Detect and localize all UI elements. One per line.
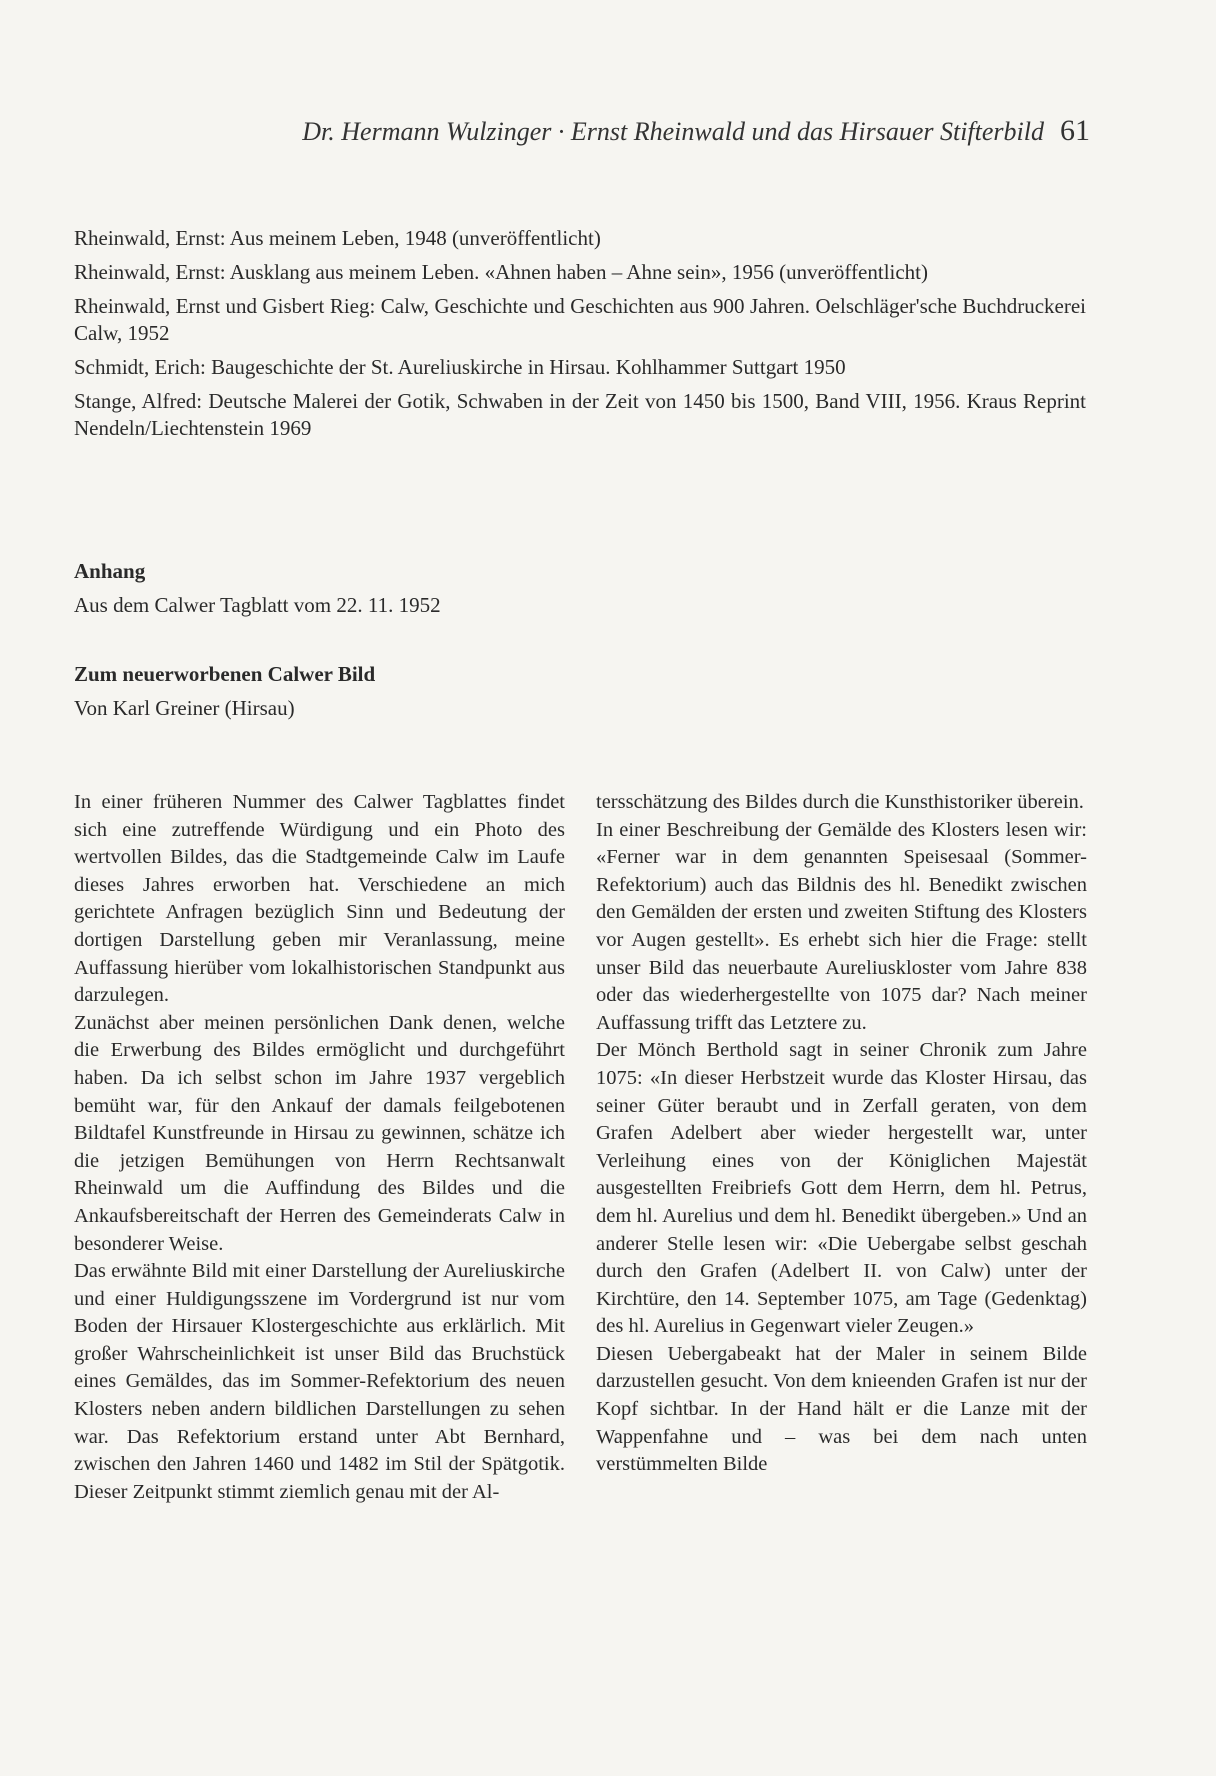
bibliography-entry: Schmidt, Erich: Baugeschichte der St. Aureliuskirche in Hirsau. Kohlhammer Suttgart 1950 bbox=[74, 355, 846, 379]
paragraph: In einer Beschreibung der Gemälde des Klosters lesen wir: «Ferner war in dem genannten Speisesaal (Sommer-Refektorium) auch das Bildnis des hl. Benedikt zwischen den Gemälden der ersten und zweiten Stiftung des Klosters vor Augen gestellt». Es erhebt sich hier die Frage: stellt unser Bild das neuerbaute Aureliuskloster vom Jahre 838 oder das wiederhergestellte von 1075 dar? Nach meiner Auffassung trifft das Letztere zu. bbox=[596, 818, 1087, 1034]
bibliography bbox=[74, 225, 1086, 449]
bibliography-entry: Rheinwald, Ernst und Gisbert Rieg: Calw, Geschichte und Geschichten aus 900 Jahren. Oelschläger'sche Buchdruckerei Calw, 1952 bbox=[74, 294, 1086, 345]
article-left-column bbox=[74, 789, 565, 1506]
article-byline: Von Karl Greiner (Hirsau) bbox=[74, 696, 295, 720]
appendix-source: Aus dem Calwer Tagblatt vom 22. 11. 1952 bbox=[74, 593, 441, 617]
running-title: Dr. Hermann Wulzinger · Ernst Rheinwald und das Hirsauer Stifterbild bbox=[302, 117, 1044, 146]
paragraph: Das erwähnte Bild mit einer Darstellung der Aureliuskirche und einer Huldigungsszene im Vordergrund ist nur vom Boden der Hirsauer Klostergeschichte aus erklärlich. Mit großer Wahrscheinlichkeit ist unser Bild das Bruchstück eines Gemäldes, das im Sommer-Refektorium des neuen Klosters neben andern bildlichen Darstellungen zu sehen war. Das Refektorium erstand unter Abt Bernhard, zwischen den Jahren 1460 und 1482 im Stil der Spätgotik. Dieser Zeitpunkt stimmt ziemlich genau mit der Al- bbox=[74, 1260, 565, 1503]
paragraph: tersschätzung des Bildes durch die Kunsthistoriker überein. bbox=[596, 791, 1084, 813]
paragraph: In einer früheren Nummer des Calwer Tagblattes findet sich eine zutreffende Würdigung und ein Photo des wertvollen Bildes, das die Stadtgemeinde Calw im Laufe dieses Jahres erworben hat. Verschiedene an mich gerichtete Anfragen bezüglich Sinn und Bedeutung der dortigen Darstellung geben mir Veranlassung, meine Auffassung hierüber vom lokalhistorischen Standpunkt aus darzulegen. bbox=[74, 791, 565, 1007]
paragraph: Diesen Uebergabeakt hat der Maler in seinem Bilde darzustellen gesucht. Von dem knieenden Grafen ist nur der Kopf sichtbar. In der Hand hält er die Lanze mit der Wappenfahne und – was bei dem nach unten verstümmelten Bilde bbox=[596, 1342, 1087, 1476]
bibliography-entry: Stange, Alfred: Deutsche Malerei der Gotik, Schwaben in der Zeit von 1450 bis 1500, Band VIII, 1956. Kraus Reprint Nendeln/Liechtenstein 1969 bbox=[74, 389, 1086, 440]
paragraph: Der Mönch Berthold sagt in seiner Chronik zum Jahre 1075: «In dieser Herbstzeit wurde das Kloster Hirsau, das seiner Güter beraubt und in Zerfall geraten, von dem Grafen Adelbert aber wieder hergestellt war, unter Verleihung eines von der Königlichen Majestät ausgestellten Freibriefs Gott dem Herrn, dem hl. Petrus, dem hl. Aurelius und dem hl. Benedikt übergeben.» Und an anderer Stelle lesen wir: «Die Uebergabe selbst geschah durch den Grafen (Adelbert II. von Calw) unter der Kirchtüre, den 14. September 1075, am Tage (Gedenktag) des hl. Aurelius in Gegenwart vieler Zeugen.» bbox=[596, 1039, 1087, 1338]
bibliography-entry: Rheinwald, Ernst: Ausklang aus meinem Leben. «Ahnen haben – Ahne sein», 1956 (unveröffentlicht) bbox=[74, 260, 929, 284]
bibliography-entry: Rheinwald, Ernst: Aus meinem Leben, 1948 (unveröffentlicht) bbox=[74, 226, 601, 250]
article-right-column bbox=[596, 789, 1087, 1479]
page-number: 61 bbox=[1060, 114, 1090, 147]
article-title: Zum neuerworbenen Calwer Bild bbox=[74, 662, 376, 686]
article-header bbox=[74, 660, 774, 722]
appendix-section bbox=[74, 557, 1086, 619]
paragraph: Zunächst aber meinen persönlichen Dank denen, welche die Erwerbung des Bildes ermöglicht und durchgeführt haben. Da ich selbst schon im Jahre 1937 vergeblich bemüht war, für den Ankauf der damals feilgebotenen Bildtafel Kunstfreunde in Hirsau zu gewinnen, schätze ich die jetzigen Bemühungen von Herrn Rechtsanwalt Rheinwald um die Auffindung des Bildes und die Ankaufsbereitschaft der Herren des Gemeinderats Calw in besonderer Weise. bbox=[74, 1011, 565, 1255]
running-header bbox=[0, 114, 1090, 148]
appendix-heading: Anhang bbox=[74, 559, 146, 583]
